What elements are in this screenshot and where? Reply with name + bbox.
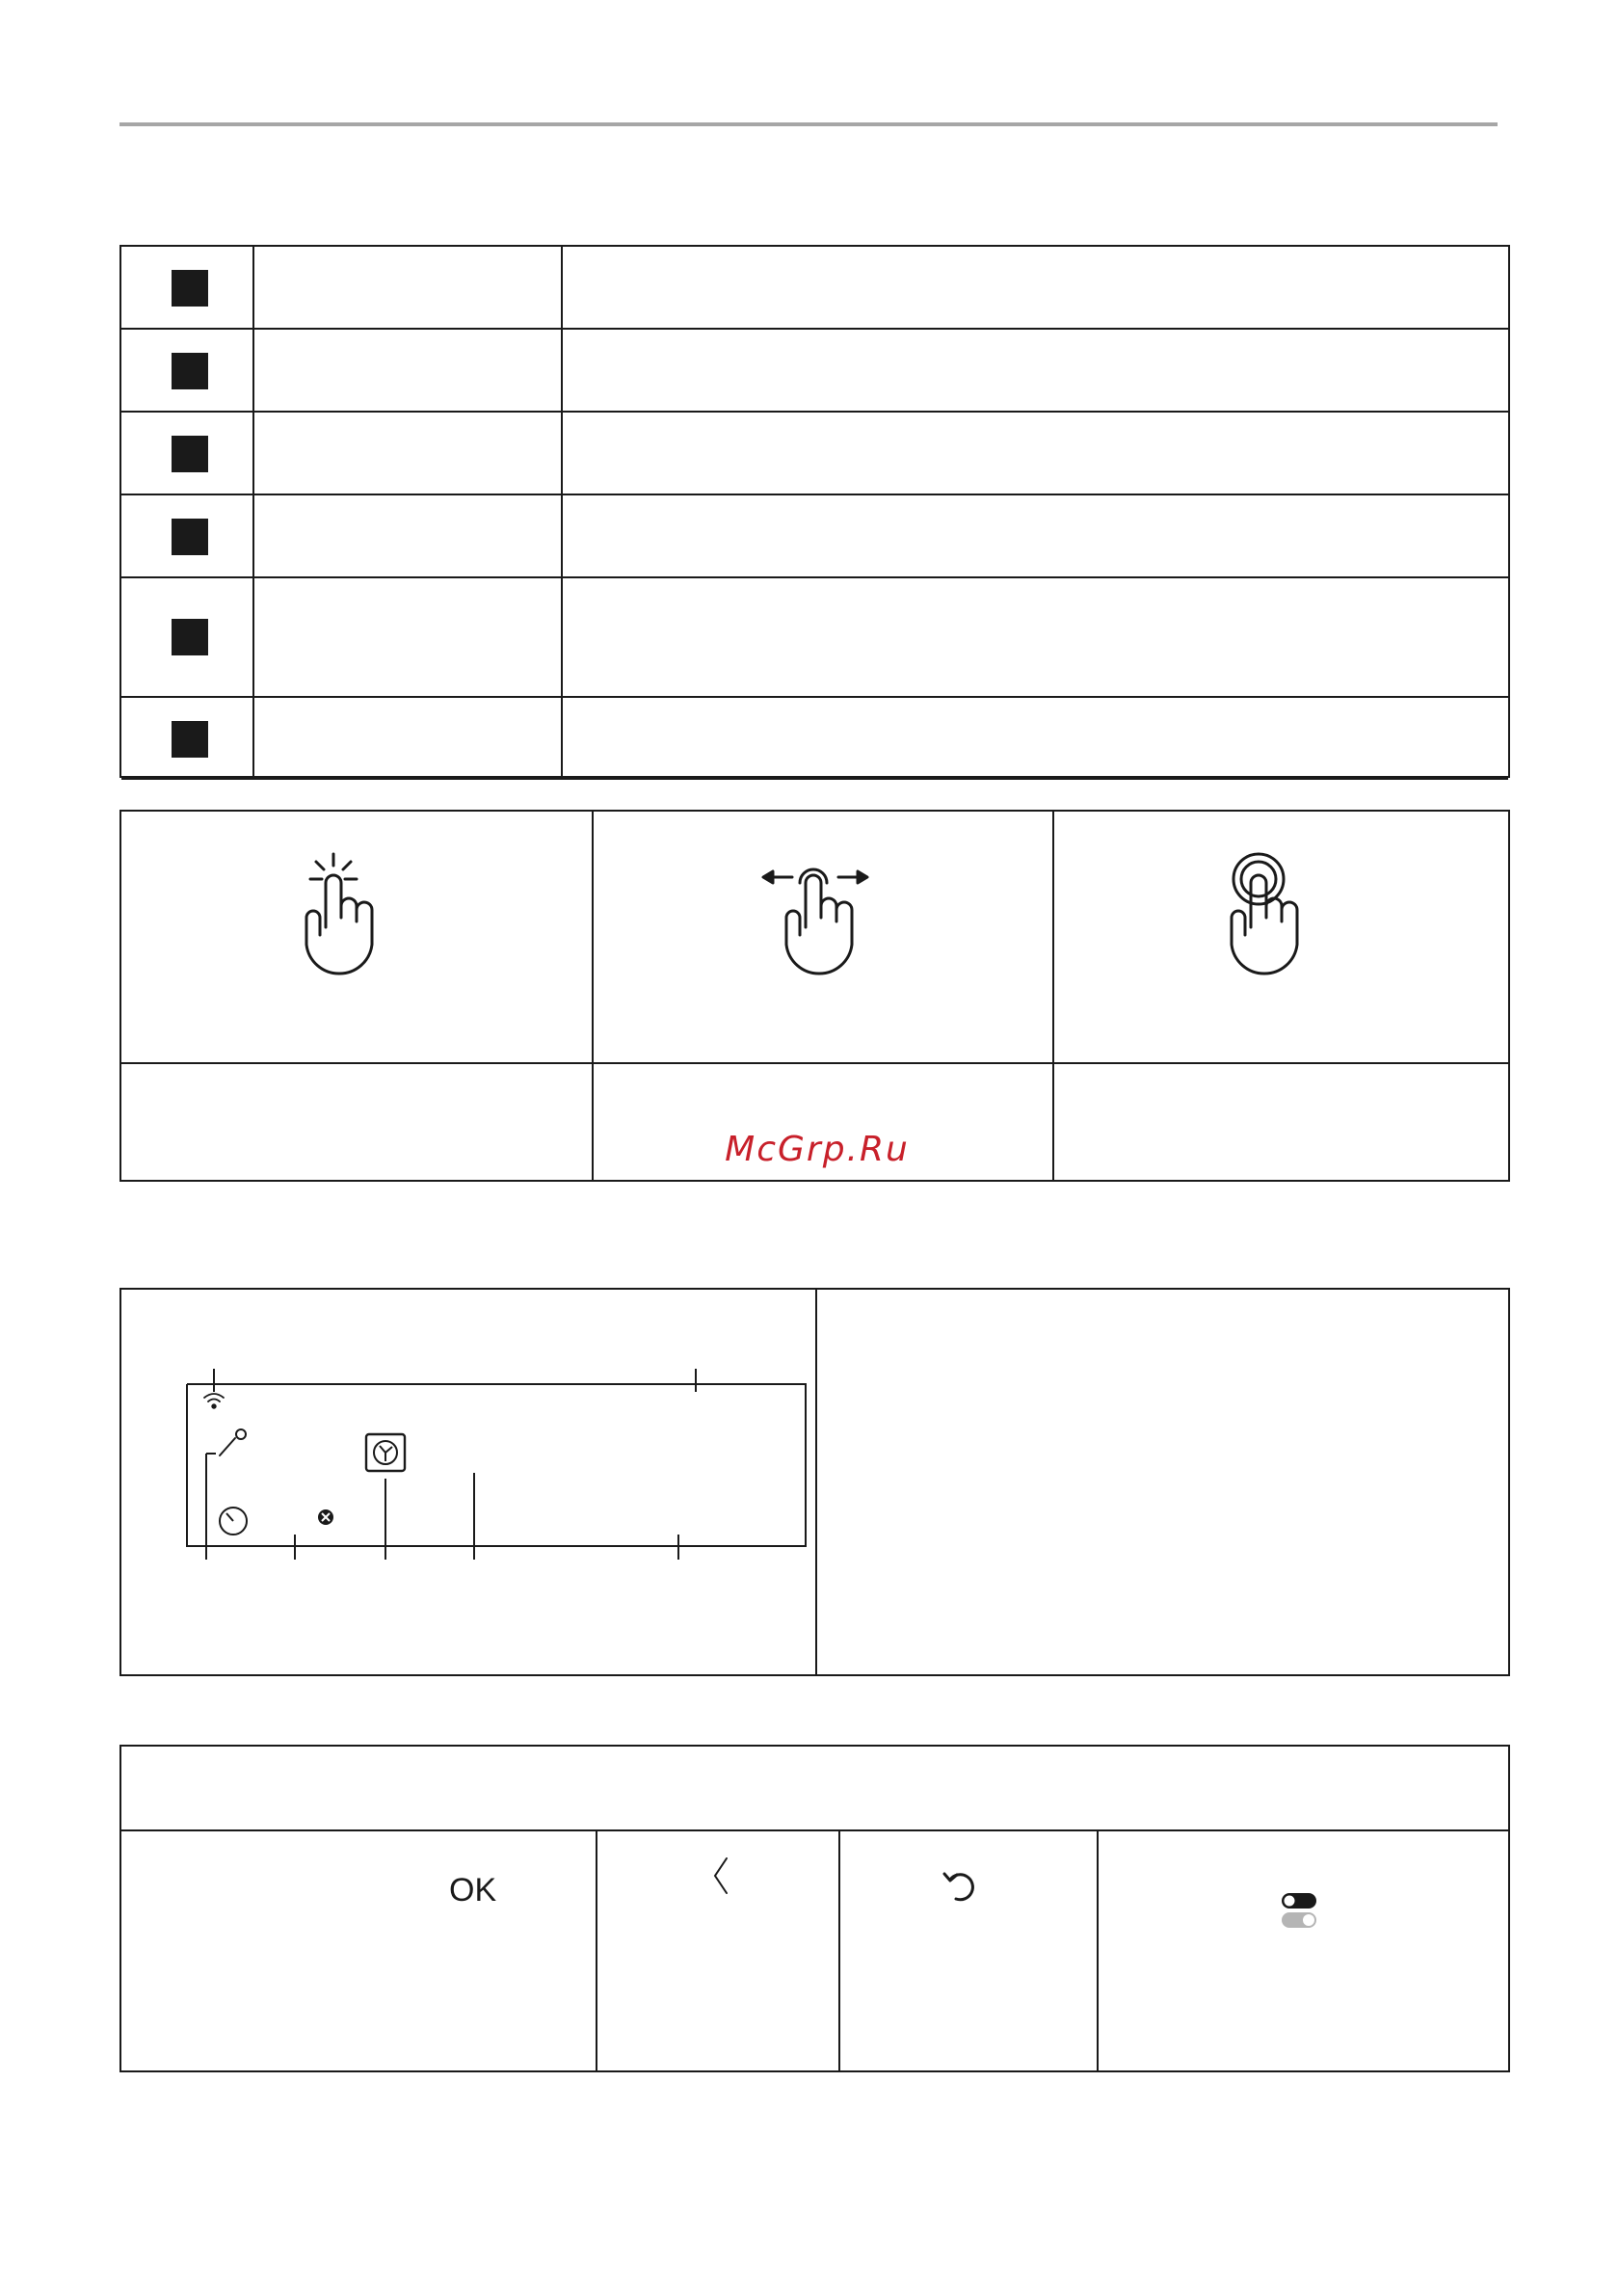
table-row [121,247,1508,330]
column-divider [1097,1829,1099,2070]
row-marker-square [172,436,208,472]
row-marker-square [172,270,208,307]
toggle-icon [1278,1891,1320,1930]
display-table [119,1288,1510,1676]
column-divider [561,247,563,776]
back-chevron-icon [705,1855,734,1897]
table-row [121,495,1508,578]
display-diagram [179,1338,815,1579]
undo-icon [939,1864,981,1907]
tap-icon [295,850,411,975]
button-table [119,1745,1510,2072]
row-marker-square [172,519,208,555]
column-divider [252,247,254,776]
table-row [121,330,1508,413]
table-row [121,698,1508,780]
wifi-icon [204,1394,224,1408]
gesture-table [119,810,1510,1182]
table-row [121,413,1508,495]
row-marker-square [172,353,208,389]
top-rule [119,122,1498,126]
cancel-icon [318,1509,333,1525]
column-divider [815,1290,817,1674]
column-divider [592,812,594,1180]
column-divider [1052,812,1054,1180]
swipe-icon [757,850,892,975]
row-divider [121,1829,1508,1831]
row-marker-square [172,721,208,758]
probe-icon [220,1429,246,1455]
row-marker-square [172,619,208,655]
display-frame [187,1384,806,1546]
column-divider [838,1829,840,2070]
ok-button-label: OK [449,1872,497,1909]
row-divider [121,1062,1508,1064]
fan-program-icon [366,1434,405,1471]
table-row [121,578,1508,698]
control-table [119,245,1510,778]
column-divider [596,1829,597,2070]
watermark: McGrp.Ru [725,1130,910,1169]
timer-icon [220,1508,247,1535]
touch-hold-icon [1220,850,1336,975]
